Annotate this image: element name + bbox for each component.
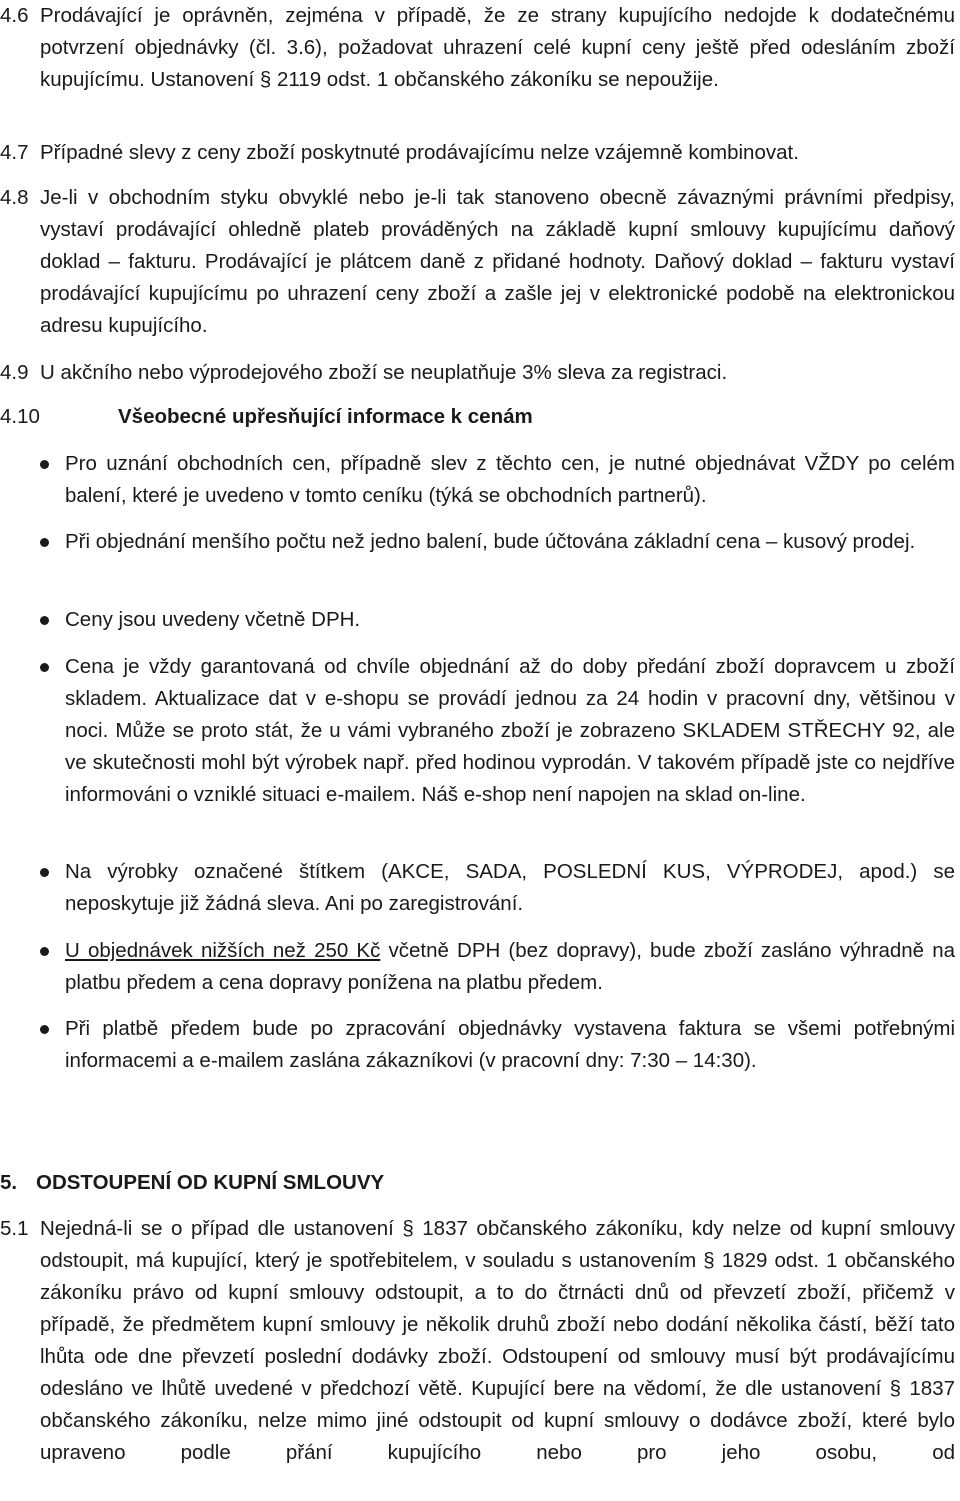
clause-number: 4.7 [0, 141, 29, 164]
clause-text: Případné slevy z ceny zboží poskytnuté prodávajícímu nelze vzájemně kombinovat. [40, 141, 799, 164]
bullet-icon [40, 1025, 49, 1034]
clause-text: Prodávající je oprávněn, zejména v případě, že ze strany kupujícího nedojde k dodatečnému potvrzení objednávky (čl. 3.6), požadovat uhrazení celé kupní ceny ještě před odesláním zboží kupujícímu. Ustanovení § 2119 odst. 1 občanského zákoníku se nepoužije. [40, 4, 955, 91]
clause-4-7 [0, 137, 960, 169]
clause-text: Je-li v obchodním styku obvyklé nebo je-li tak stanoveno obecně závaznými právními předpisy, vystaví prodávající ohledně plateb prováděných na základě kupní smlouvy kupujícímu daňový doklad – fakturu. Prodávající je plátcem daně z přidané hodnoty. Daňový doklad – fakturu vystaví prodávající kupujícímu po uhrazení ceny zboží a zašle jej v elektronické podobě na elektronickou adresu kupujícího. [40, 186, 955, 337]
bullet-icon [40, 538, 49, 547]
bullet-icon [40, 663, 49, 672]
list-item-text: Pro uznání obchodních cen, případně slev z těchto cen, je nutné objednávat VŽDY po celém balení, které je uvedeno v tomto ceníku (týká se obchodních partnerů). [65, 452, 955, 507]
clause-5-1 [0, 1213, 960, 1469]
section-number: 5. [0, 1171, 18, 1194]
list-item-text: Při objednání menšího počtu než jedno balení, bude účtována základní cena – kusový prodej. [65, 530, 916, 553]
clause-4-10-heading [0, 401, 960, 433]
clause-4-6 [0, 0, 960, 96]
underlined-text: U objednávek nižších než 250 Kč [65, 939, 381, 962]
clause-text: U akčního nebo výprodejového zboží se neuplatňuje 3% sleva za registraci. [40, 361, 728, 384]
list-item-text: Při platbě předem bude po zpracování objednávky vystavena faktura se všemi potřebnými informacemi a e-mailem zaslána zákazníkovi (v pracovní dny: 7:30 – 14:30). [65, 1017, 955, 1072]
bullet-icon [40, 868, 49, 877]
list-item-text [65, 935, 955, 999]
list-item-text: Ceny jsou uvedeny včetně DPH. [65, 608, 361, 631]
clause-number: 4.9 [0, 361, 29, 384]
list-item-text-rest: včetně DPH (bez dopravy), bude zboží zasláno výhradně na platbu předem a cena dopravy ponížena na platbu předem. [65, 939, 955, 994]
clause-number: 4.8 [0, 186, 29, 209]
clause-number: 4.10 [0, 405, 40, 428]
list-item-text: Na výrobky označené štítkem (AKCE, SADA, POSLEDNÍ KUS, VÝPRODEJ, apod.) se neposkytuje již žádná sleva. Ani po zaregistrování. [65, 860, 955, 915]
bullet-icon [40, 616, 49, 625]
clause-4-9 [0, 357, 960, 389]
clause-number: 4.6 [0, 4, 29, 27]
bullet-icon [40, 947, 49, 956]
section-5-heading [0, 1167, 960, 1199]
clause-4-8 [0, 182, 960, 342]
clause-number: 5.1 [0, 1217, 29, 1240]
clause-text: Nejedná-li se o případ dle ustanovení § 1837 občanského zákoníku, kdy nelze od kupní smlouvy odstoupit, má kupující, který je spotřebitelem, v souladu s ustanovením § 1829 odst. 1 občanského zákoníku právo od kupní smlouvy odstoupit, a to do čtrnácti dnů od převzetí zboží, přičemž v případě, že předmětem kupní smlouvy je několik druhů zboží nebo dodání několika částí, běží tato lhůta ode dne převzetí poslední dodávky zboží. Odstoupení od smlouvy musí být prodávajícímu odesláno ve lhůtě uvedené v předchozí větě. Kupující bere na vědomí, že dle ustanovení § 1837 občanského zákoníku, nelze mimo jiné odstoupit od kupní smlouvy o dodávce zboží, které bylo upraveno podle přání kupujícího nebo pro jeho osobu, od [40, 1217, 955, 1464]
list-item-text: Cena je vždy garantovaná od chvíle objednání až do doby předání zboží dopravcem u zboží skladem. Aktualizace dat v e-shopu se provádí jednou za 24 hodin v pracovní dny, většinou v noci. Může se proto stát, že u vámi vybraného zboží je zobrazeno SKLADEM STŘECHY 92, ale ve skutečnosti mohl být výrobek např. před hodinou vyprodán. V takovém případě jste co nejdříve informováni o vzniklé situaci e-mailem. Náš e-shop není napojen na sklad on-line. [65, 655, 955, 806]
section-title: ODSTOUPENÍ OD KUPNÍ SMLOUVY [36, 1171, 385, 1194]
section-heading: Všeobecné upřesňující informace k cenám [118, 405, 533, 428]
bullet-icon [40, 460, 49, 469]
